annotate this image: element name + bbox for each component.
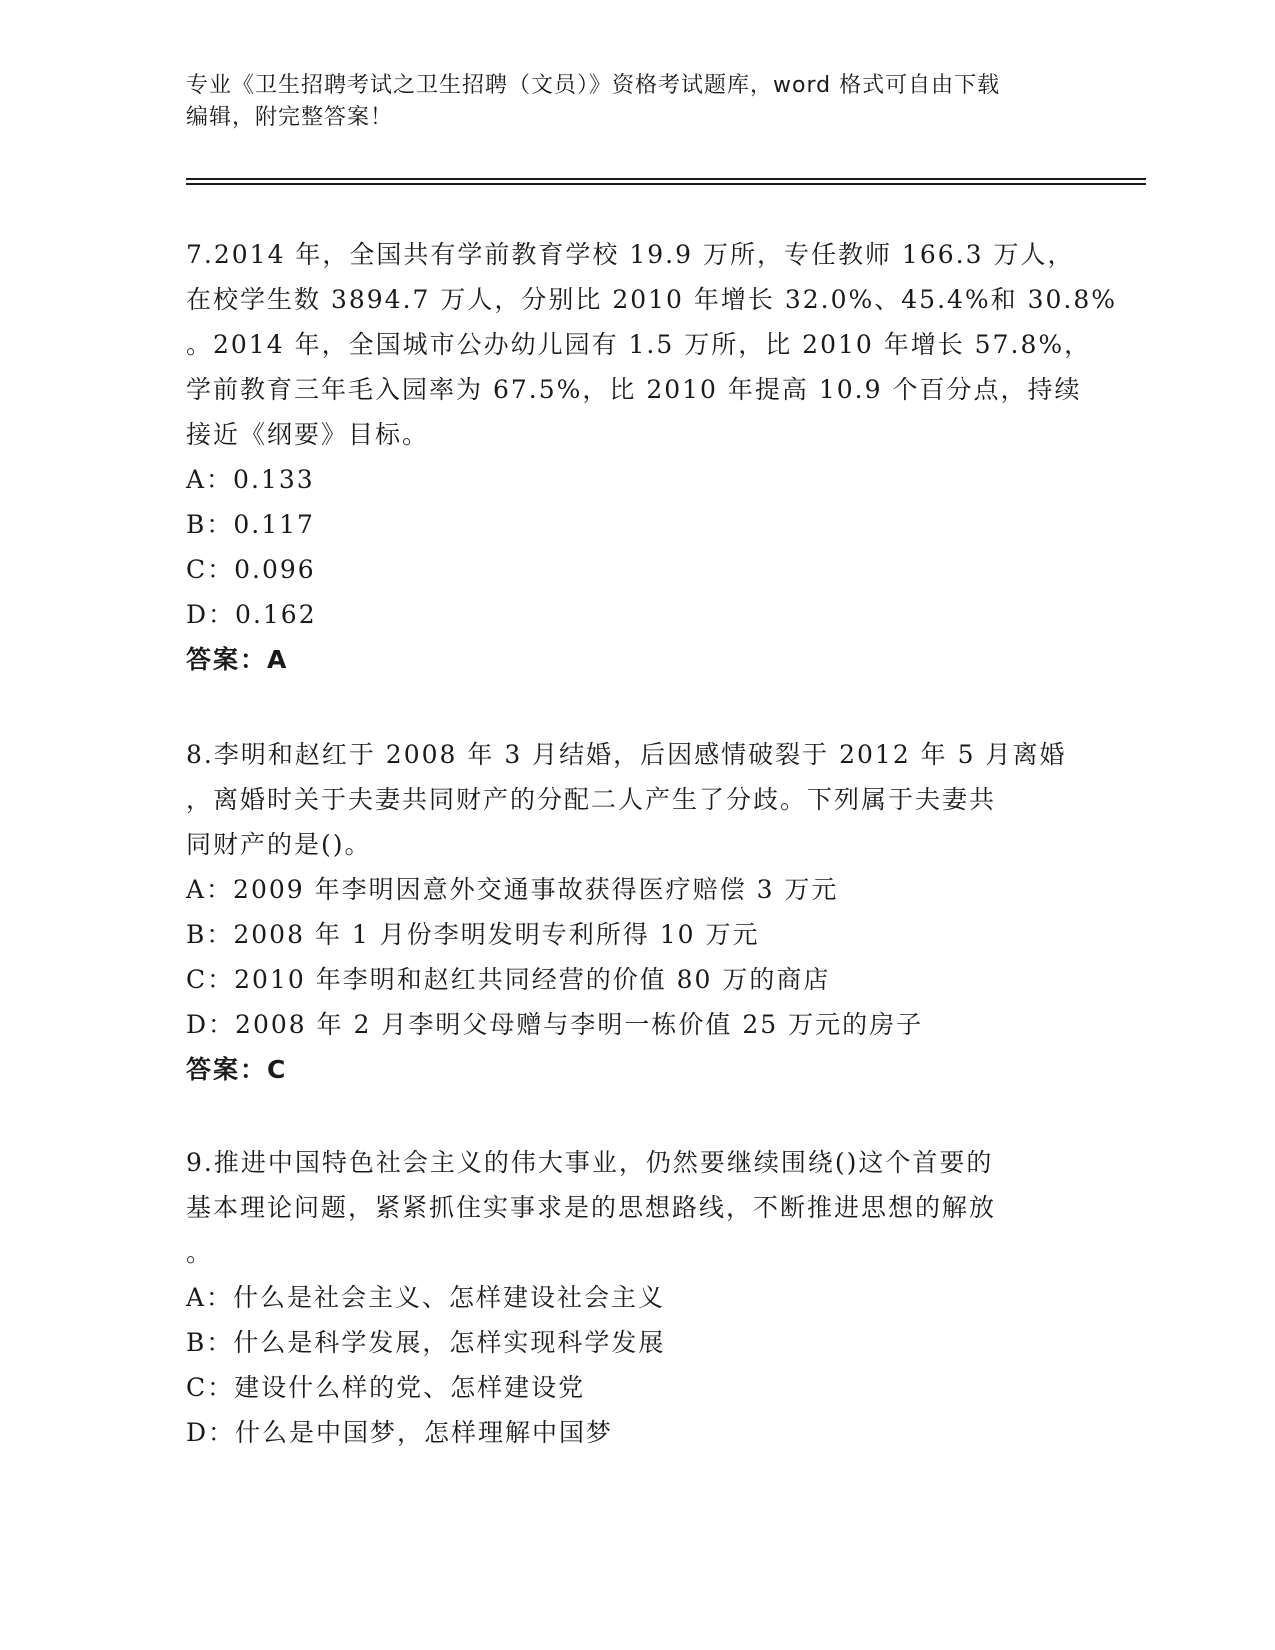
question-9 [186, 1140, 1086, 1455]
question-text-line: 在校学生数 3894.7 万人，分别比 2010 年增长 32.0%、45.4%和 30.8% [186, 285, 1118, 314]
option-a: A：什么是社会主义、怎样建设社会主义 [186, 1283, 666, 1312]
question-text-line: 接近《纲要》目标。 [186, 420, 430, 449]
question-text-line: 基本理论问题，紧紧抓住实事求是的思想路线，不断推进思想的解放 [186, 1193, 997, 1222]
option-a: A：0.133 [186, 465, 315, 494]
option-c: C：0.096 [186, 555, 316, 584]
option-c: C：2010 年李明和赵红共同经营的价值 80 万的商店 [186, 965, 831, 994]
document-header [186, 70, 1086, 134]
question-text-line: 7.2014 年，全国共有学前教育学校 19.9 万所，专任教师 166.3 万人， [186, 240, 1075, 269]
header-line-1: 专业《卫生招聘考试之卫生招聘（文员）》资格考试题库，word 格式可自由下载 [186, 73, 1001, 98]
question-text-line: 。 [186, 1238, 214, 1267]
answer-label: 答案：C [186, 1055, 288, 1084]
header-rule-top [186, 178, 1146, 180]
question-text-line: 学前教育三年毛入园率为 67.5%，比 2010 年提高 10.9 个百分点，持续 [186, 375, 1082, 404]
option-b: B：什么是科学发展，怎样实现科学发展 [186, 1328, 666, 1357]
question-text-line: 9.推进中国特色社会主义的伟大事业，仍然要继续围绕()这个首要的 [186, 1148, 994, 1177]
option-c: C：建设什么样的党、怎样建设党 [186, 1373, 586, 1402]
option-a: A：2009 年李明因意外交通事故获得医疗赔偿 3 万元 [186, 875, 839, 904]
question-text-line: 。2014 年，全国城市公办幼儿园有 1.5 万所，比 2010 年增长 57.8%， [186, 330, 1092, 359]
option-d: D：什么是中国梦，怎样理解中国梦 [186, 1418, 614, 1447]
option-b: B：0.117 [186, 510, 315, 539]
question-text-line: 8.李明和赵红于 2008 年 3 月结婚，后因感情破裂于 2012 年 5 月离婚 [186, 740, 1067, 769]
question-text-line: ，离婚时关于夫妻共同财产的分配二人产生了分歧。下列属于夫妻共 [186, 785, 997, 814]
option-d: D：2008 年 2 月李明父母赠与李明一栋价值 25 万元的房子 [186, 1010, 924, 1039]
answer-label: 答案：A [186, 645, 289, 674]
option-b: B：2008 年 1 月份李明发明专利所得 10 万元 [186, 920, 760, 949]
header-rule-bottom [186, 183, 1146, 185]
question-7 [186, 232, 1118, 682]
question-8 [186, 732, 1086, 1092]
header-line-2: 编辑，附完整答案！ [186, 105, 394, 130]
option-d: D：0.162 [186, 600, 317, 629]
question-text-line: 同财产的是()。 [186, 830, 372, 859]
